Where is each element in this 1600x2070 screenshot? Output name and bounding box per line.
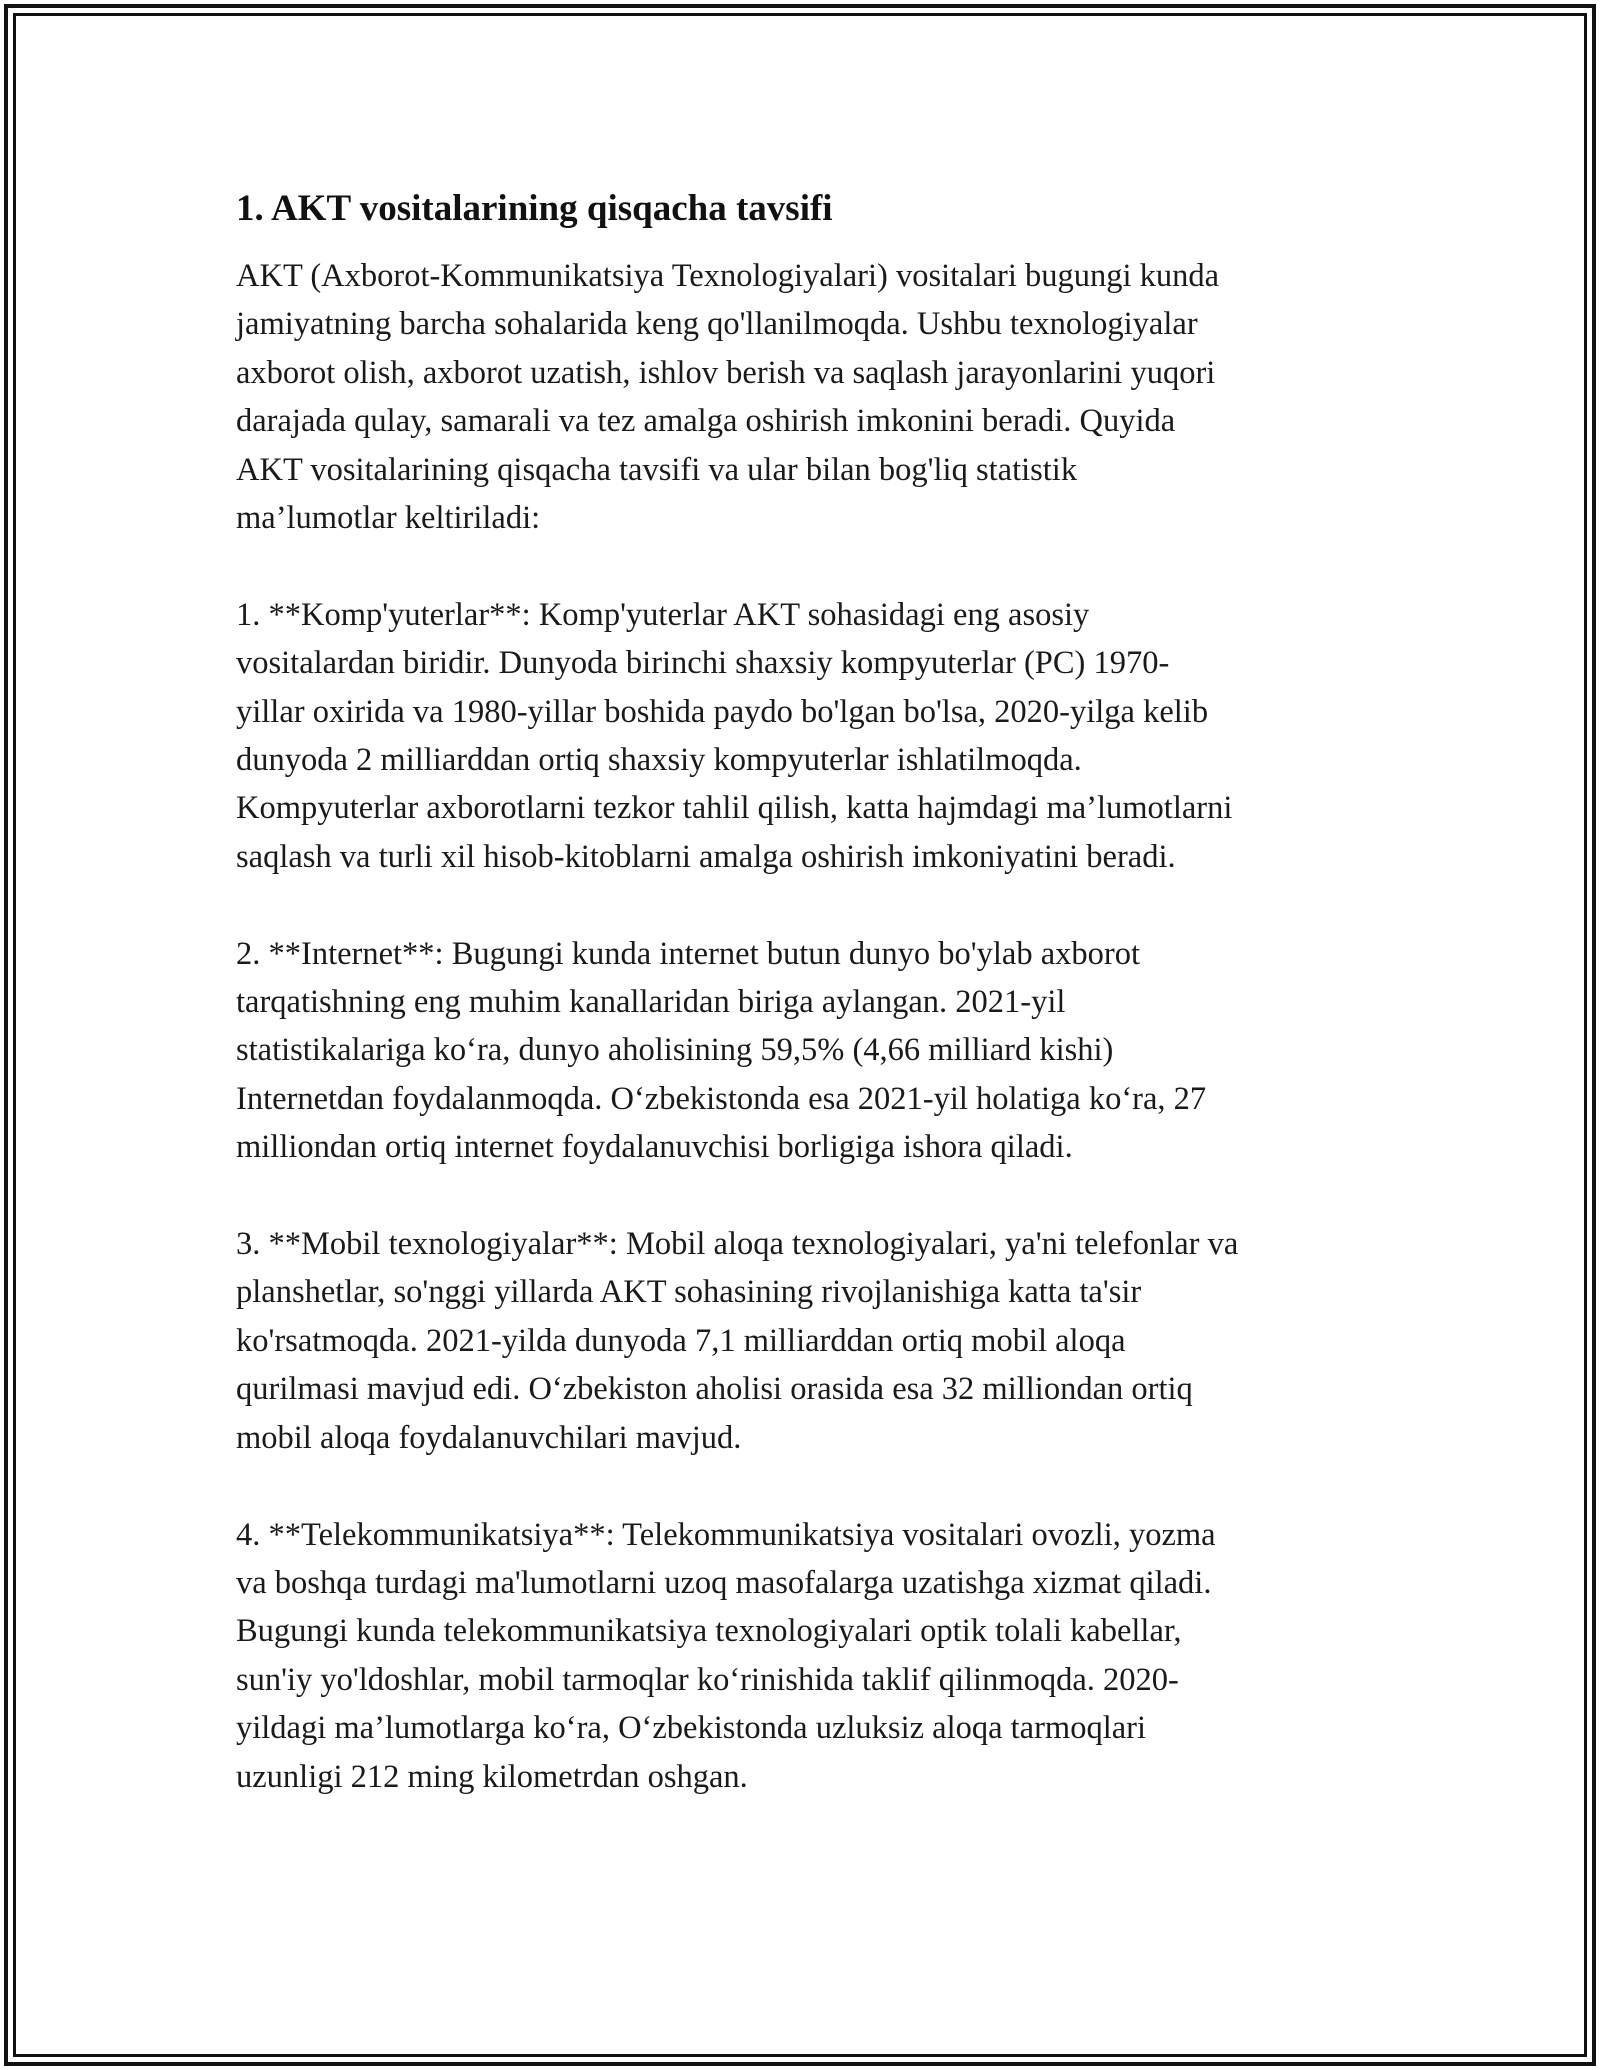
paragraph-computers [236, 591, 1386, 881]
text-line: mobil aloqa foydalanuvchilari mavjud. [236, 1419, 742, 1456]
paragraph-internet [236, 930, 1386, 1172]
section-heading: 1. AKT vositalarining qisqacha tavsifi [236, 188, 833, 229]
text-line: Kompyuterlar axborotlarni tezkor tahlil qilish, katta hajmdagi ma’lumotlarni [236, 790, 1233, 827]
text-line: yillar oxirida va 1980-yillar boshida paydo bo'lgan bo'lsa, 2020-yilga kelib [236, 693, 1209, 730]
text-line: va boshqa turdagi ma'lumotlarni uzoq masofalarga uzatishga xizmat qiladi. [236, 1564, 1212, 1601]
text-line: axborot olish, axborot uzatish, ishlov berish va saqlash jarayonlarini yuqori [236, 354, 1216, 391]
text-line: tarqatishning eng muhim kanallaridan biriga aylangan. 2021-yil [236, 984, 1066, 1021]
text-line: planshetlar, so'nggi yillarda AKT sohasining rivojlanishiga katta ta'sir [236, 1274, 1142, 1311]
text-line: vositalardan biridir. Dunyoda birinchi shaxsiy kompyuterlar (PC) 1970- [236, 645, 1170, 682]
document-body [236, 186, 1386, 1801]
text-line: qurilmasi mavjud edi. O‘zbekiston aholisi orasida esa 32 milliondan ortiq [236, 1371, 1193, 1408]
text-line: 2. **Internet**: Bugungi kunda internet butun dunyo bo'ylab axborot [236, 935, 1140, 972]
text-line: darajada qulay, samarali va tez amalga oshirish imkonini beradi. Quyida [236, 403, 1176, 440]
text-line: 3. **Mobil texnologiyalar**: Mobil aloqa texnologiyalari, ya'ni telefonlar va [236, 1226, 1239, 1263]
text-line: ma’lumotlar keltiriladi: [236, 500, 541, 537]
text-line: 4. **Telekommunikatsiya**: Telekommunikatsiya vositalari ovozli, yozma [236, 1516, 1216, 1553]
text-line: uzunligi 212 ming kilometrdan oshgan. [236, 1758, 748, 1795]
text-line: dunyoda 2 milliarddan ortiq shaxsiy kompyuterlar ishlatilmoqda. [236, 742, 1082, 779]
paragraph-telecom [236, 1511, 1386, 1801]
text-line: saqlash va turli xil hisob-kitoblarni amalga oshirish imkoniyatini beradi. [236, 838, 1176, 875]
text-line: 1. **Komp'yuterlar**: Komp'yuterlar AKT sohasidagi eng asosiy [236, 596, 1090, 633]
text-line: Bugungi kunda telekommunikatsiya texnologiyalari optik tolali kabellar, [236, 1613, 1182, 1650]
text-line: milliondan ortiq internet foydalanuvchisi borligiga ishora qiladi. [236, 1129, 1073, 1166]
text-line: sun'iy yo'ldoshlar, mobil tarmoqlar ko‘rinishida taklif qilinmoqda. 2020- [236, 1661, 1179, 1698]
text-line: yildagi ma’lumotlarga ko‘ra, O‘zbekistonda uzluksiz aloqa tarmoqlari [236, 1710, 1147, 1747]
text-line: Internetdan foydalanmoqda. O‘zbekistonda esa 2021-yil holatiga ko‘ra, 27 [236, 1080, 1207, 1117]
paragraph-intro [236, 252, 1386, 542]
paragraph-mobile [236, 1220, 1386, 1462]
text-line: statistikalariga ko‘ra, dunyo aholisining 59,5% (4,66 milliard kishi) [236, 1032, 1114, 1069]
text-line: ko'rsatmoqda. 2021-yilda dunyoda 7,1 milliarddan ortiq mobil aloqa [236, 1322, 1126, 1359]
text-line: AKT vositalarining qisqacha tavsifi va ular bilan bog'liq statistik [236, 451, 1078, 488]
text-line: AKT (Axborot-Kommunikatsiya Texnologiyalari) vositalari bugungi kunda [236, 258, 1220, 294]
text-line: jamiyatning barcha sohalarida keng qo'llanilmoqda. Ushbu texnologiyalar [236, 306, 1198, 343]
